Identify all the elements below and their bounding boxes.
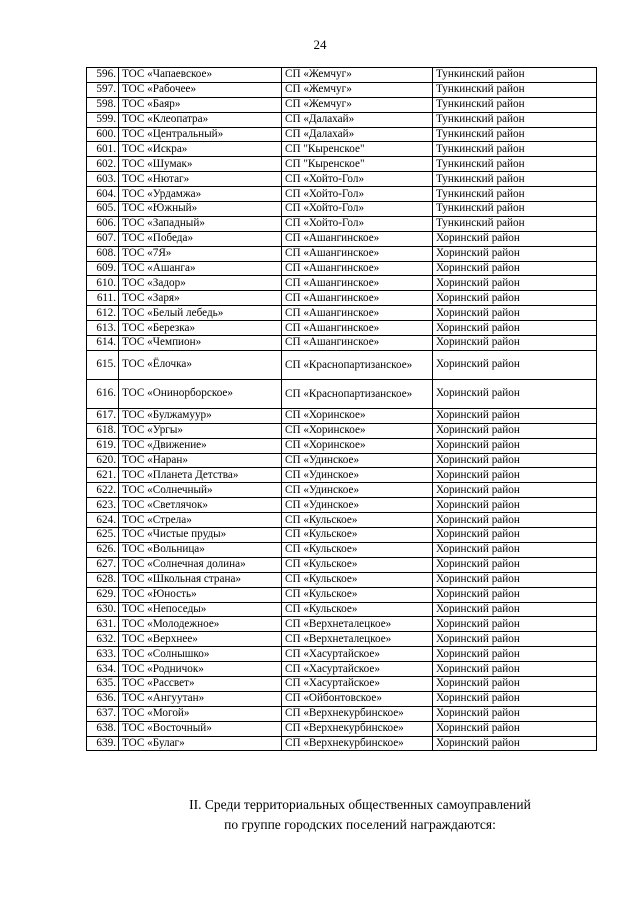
row-number-cell: 596. [87,68,119,83]
table-row [87,336,597,351]
settlement-cell: СП «Хасуртайское» [282,676,433,691]
row-number-cell: 635. [87,676,119,691]
row-number-cell: 630. [87,602,119,617]
table-row [87,202,597,217]
table-row [87,453,597,468]
row-number-cell: 625. [87,528,119,543]
tos-name-cell: ТОС «Солнечный» [119,483,282,498]
row-number-cell: 620. [87,453,119,468]
tos-name-cell: ТОС «Ургы» [119,423,282,438]
district-cell: Тункинский район [433,112,597,127]
tos-name-cell: ТОС «Задор» [119,276,282,291]
table-row [87,587,597,602]
settlement-cell: СП «Удинское» [282,498,433,513]
settlement-cell: СП «Ашангинское» [282,306,433,321]
row-number-cell: 610. [87,276,119,291]
table-row [87,172,597,187]
tos-name-cell: ТОС «Рабочее» [119,82,282,97]
section-heading-line-1: II. Среди территориальных общественных самоуправлений [189,797,531,812]
row-number-cell: 599. [87,112,119,127]
row-number-cell: 618. [87,423,119,438]
district-cell: Тункинский район [433,157,597,172]
table-row [87,483,597,498]
table-row [87,187,597,202]
settlement-cell: СП «Удинское» [282,483,433,498]
tos-name-cell: ТОС «Родничок» [119,662,282,677]
district-cell: Хоринский район [433,261,597,276]
settlement-cell: СП «Ашангинское» [282,246,433,261]
tos-name-cell: ТОС «Искра» [119,142,282,157]
settlement-cell: СП «Краснопартизанское» [282,350,433,379]
tos-name-cell: ТОС «Белый лебедь» [119,306,282,321]
tos-name-cell: ТОС «Заря» [119,291,282,306]
tos-name-cell: ТОС «Чистые пруды» [119,528,282,543]
row-number-cell: 624. [87,513,119,528]
tos-name-cell: ТОС «Ашанга» [119,261,282,276]
settlement-cell: СП «Ойбонтовское» [282,691,433,706]
settlement-cell: СП «Хойто-Гол» [282,202,433,217]
table-row [87,572,597,587]
district-cell: Тункинский район [433,82,597,97]
district-cell: Хоринский район [433,662,597,677]
table-row [87,468,597,483]
district-cell: Тункинский район [433,97,597,112]
table-row [87,231,597,246]
district-cell: Хоринский район [433,350,597,379]
district-cell: Хоринский район [433,276,597,291]
district-cell: Хоринский район [433,572,597,587]
settlement-cell: СП «Жемчуг» [282,82,433,97]
settlement-cell: СП «Ашангинское» [282,336,433,351]
district-cell: Хоринский район [433,676,597,691]
table-row [87,676,597,691]
row-number-cell: 615. [87,350,119,379]
row-number-cell: 634. [87,662,119,677]
district-cell: Тункинский район [433,172,597,187]
district-cell: Хоринский район [433,528,597,543]
table-row [87,602,597,617]
district-cell: Хоринский район [433,721,597,736]
table-row [87,423,597,438]
table-row [87,261,597,276]
tos-name-cell: ТОС «Юность» [119,587,282,602]
settlement-cell: СП «Ашангинское» [282,276,433,291]
tos-name-cell: ТОС «Солнышко» [119,647,282,662]
settlement-cell: СП «Кульское» [282,528,433,543]
district-cell: Хоринский район [433,453,597,468]
settlement-cell: СП «Хойто-Гол» [282,187,433,202]
row-number-cell: 638. [87,721,119,736]
settlement-cell: СП «Хоринское» [282,408,433,423]
table-row [87,321,597,336]
district-cell: Хоринский район [433,557,597,572]
table-row [87,276,597,291]
tos-name-cell: ТОС «Победа» [119,231,282,246]
district-cell: Хоринский район [433,513,597,528]
settlement-cell: СП «Хойто-Гол» [282,172,433,187]
district-cell: Хоринский район [433,438,597,453]
district-cell: Хоринский район [433,498,597,513]
row-number-cell: 626. [87,542,119,557]
row-number-cell: 601. [87,142,119,157]
tos-name-cell: ТОС «Могой» [119,706,282,721]
row-number-cell: 623. [87,498,119,513]
table-row [87,142,597,157]
district-cell: Тункинский район [433,202,597,217]
district-cell: Хоринский район [433,706,597,721]
tos-name-cell: ТОС «Березка» [119,321,282,336]
district-cell: Хоринский район [433,736,597,751]
tos-name-cell: ТОС «Шумак» [119,157,282,172]
tos-name-cell: ТОС «Булжамуур» [119,408,282,423]
district-cell: Тункинский район [433,187,597,202]
row-number-cell: 633. [87,647,119,662]
district-cell: Хоринский район [433,336,597,351]
table-row [87,513,597,528]
settlement-cell: СП «Кульское» [282,557,433,572]
table-row [87,246,597,261]
settlement-cell: СП «Жемчуг» [282,97,433,112]
settlement-cell: СП «Верхнеталецкое» [282,617,433,632]
tos-name-cell: ТОС «Восточный» [119,721,282,736]
tos-name-cell: ТОС «Баяр» [119,97,282,112]
district-cell: Хоринский район [433,617,597,632]
table-body [87,68,597,751]
table-row [87,82,597,97]
settlement-cell: СП «Кульское» [282,602,433,617]
table-row [87,632,597,647]
table-row [87,68,597,83]
table-row [87,617,597,632]
settlement-cell: СП «Верхнеталецкое» [282,632,433,647]
tos-name-cell: ТОС «Урдамжа» [119,187,282,202]
settlement-cell: СП «Хасуртайское» [282,662,433,677]
settlement-cell: СП «Хойто-Гол» [282,216,433,231]
row-number-cell: 637. [87,706,119,721]
row-number-cell: 639. [87,736,119,751]
settlement-cell: СП «Ашангинское» [282,321,433,336]
table-row [87,350,597,379]
district-cell: Хоринский район [433,379,597,408]
district-cell: Хоринский район [433,647,597,662]
row-number-cell: 607. [87,231,119,246]
row-number-cell: 631. [87,617,119,632]
settlement-cell: СП «Ашангинское» [282,291,433,306]
row-number-cell: 614. [87,336,119,351]
settlement-cell: СП «Далахай» [282,112,433,127]
page-number: 24 [313,37,327,52]
tos-name-cell: ТОС «Онинорборское» [119,379,282,408]
district-cell: Тункинский район [433,127,597,142]
table-row [87,528,597,543]
row-number-cell: 604. [87,187,119,202]
tos-name-cell: ТОС «Планета Детства» [119,468,282,483]
district-cell: Хоринский район [433,483,597,498]
tos-name-cell: ТОС «Ангуутан» [119,691,282,706]
settlement-cell: СП «Далахай» [282,127,433,142]
district-cell: Хоринский район [433,246,597,261]
tos-name-cell: ТОС «Центральный» [119,127,282,142]
settlement-cell: СП «Кульское» [282,513,433,528]
tos-name-cell: ТОС «Школьная страна» [119,572,282,587]
row-number-cell: 611. [87,291,119,306]
settlement-cell: СП «Хоринское» [282,438,433,453]
district-cell: Хоринский район [433,691,597,706]
tos-name-cell: ТОС «Нютаг» [119,172,282,187]
section-heading [110,795,610,835]
tos-name-cell: ТОС «Стрела» [119,513,282,528]
row-number-cell: 627. [87,557,119,572]
table-row [87,662,597,677]
district-cell: Хоринский район [433,602,597,617]
table-row [87,127,597,142]
table-row [87,216,597,231]
district-cell: Хоринский район [433,321,597,336]
district-cell: Хоринский район [433,423,597,438]
settlement-cell: СП «Верхнекурбинское» [282,706,433,721]
tos-name-cell: ТОС «Светлячок» [119,498,282,513]
settlement-cell: СП «Ашангинское» [282,231,433,246]
tos-name-cell: ТОС «Верхнее» [119,632,282,647]
tos-name-cell: ТОС «7Я» [119,246,282,261]
table-row [87,498,597,513]
table-row [87,157,597,172]
row-number-cell: 617. [87,408,119,423]
row-number-cell: 621. [87,468,119,483]
row-number-cell: 622. [87,483,119,498]
district-cell: Хоринский район [433,542,597,557]
settlement-cell: СП «Верхнекурбинское» [282,736,433,751]
tos-name-cell: ТОС «Непоседы» [119,602,282,617]
row-number-cell: 616. [87,379,119,408]
row-number-cell: 632. [87,632,119,647]
district-cell: Хоринский район [433,632,597,647]
row-number-cell: 636. [87,691,119,706]
row-number-cell: 605. [87,202,119,217]
table-row [87,557,597,572]
table-row [87,736,597,751]
table-row [87,379,597,408]
tos-name-cell: ТОС «Наран» [119,453,282,468]
table-row [87,542,597,557]
settlement-cell: СП «Кульское» [282,542,433,557]
tos-name-cell: ТОС «Чемпион» [119,336,282,351]
row-number-cell: 600. [87,127,119,142]
settlement-cell: СП «Ашангинское» [282,261,433,276]
table-row [87,706,597,721]
district-cell: Хоринский район [433,587,597,602]
tos-name-cell: ТОС «Движение» [119,438,282,453]
row-number-cell: 612. [87,306,119,321]
district-cell: Тункинский район [433,216,597,231]
tos-name-cell: ТОС «Вольница» [119,542,282,557]
settlement-cell: СП «Удинское» [282,453,433,468]
settlement-cell: СП «Хоринское» [282,423,433,438]
district-cell: Тункинский район [433,142,597,157]
table-row [87,647,597,662]
district-cell: Хоринский район [433,291,597,306]
table-row [87,408,597,423]
tos-name-cell: ТОС «Клеопатра» [119,112,282,127]
settlement-cell: СП «Кульское» [282,572,433,587]
table-row [87,291,597,306]
row-number-cell: 602. [87,157,119,172]
table-row [87,306,597,321]
settlement-cell: СП «Хасуртайское» [282,647,433,662]
table-row [87,721,597,736]
table-row [87,691,597,706]
tos-name-cell: ТОС «Солнечная долина» [119,557,282,572]
tos-name-cell: ТОС «Ёлочка» [119,350,282,379]
row-number-cell: 609. [87,261,119,276]
settlement-cell: СП «Краснопартизанское» [282,379,433,408]
tos-name-cell: ТОС «Булаг» [119,736,282,751]
row-number-cell: 597. [87,82,119,97]
district-cell: Хоринский район [433,231,597,246]
district-cell: Тункинский район [433,68,597,83]
district-cell: Хоринский район [433,408,597,423]
district-cell: Хоринский район [433,306,597,321]
tos-name-cell: ТОС «Молодежное» [119,617,282,632]
row-number-cell: 619. [87,438,119,453]
settlement-cell: СП «Удинское» [282,468,433,483]
settlement-cell: СП «Верхнекурбинское» [282,721,433,736]
settlement-cell: СП "Кыренское" [282,157,433,172]
tos-name-cell: ТОС «Южный» [119,202,282,217]
row-number-cell: 606. [87,216,119,231]
settlement-cell: СП «Жемчуг» [282,68,433,83]
table-row [87,438,597,453]
tos-name-cell: ТОС «Западный» [119,216,282,231]
row-number-cell: 613. [87,321,119,336]
settlement-cell: СП «Кульское» [282,587,433,602]
section-heading-line-2: по группе городских поселений награждаются: [224,817,496,832]
tos-award-table [86,67,597,751]
row-number-cell: 628. [87,572,119,587]
table-row [87,97,597,112]
settlement-cell: СП "Кыренское" [282,142,433,157]
row-number-cell: 608. [87,246,119,261]
tos-name-cell: ТОС «Рассвет» [119,676,282,691]
district-cell: Хоринский район [433,468,597,483]
table-row [87,112,597,127]
row-number-cell: 598. [87,97,119,112]
tos-name-cell: ТОС «Чапаевское» [119,68,282,83]
row-number-cell: 603. [87,172,119,187]
row-number-cell: 629. [87,587,119,602]
